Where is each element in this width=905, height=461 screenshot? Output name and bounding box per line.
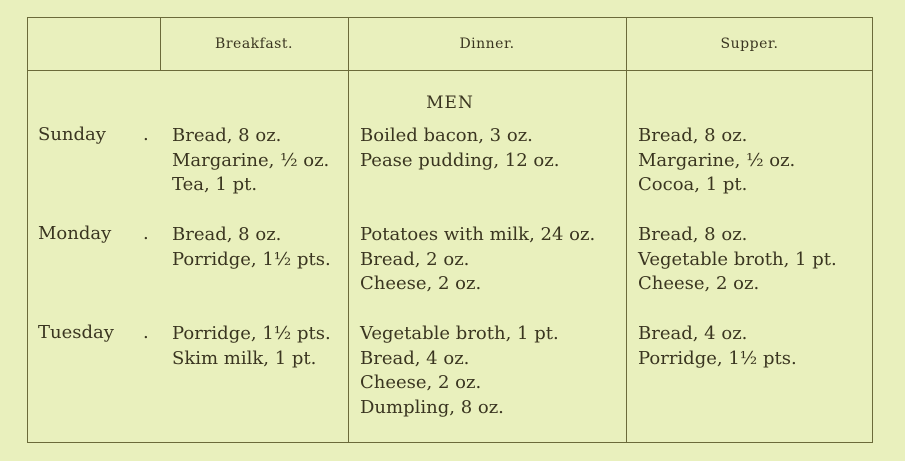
day-label-sunday	[38, 124, 153, 145]
cell-sunday-breakfast	[172, 124, 329, 198]
cell-sunday-dinner	[360, 124, 559, 173]
column-header-supper: Supper.	[720, 36, 779, 52]
section-title: MEN	[426, 93, 474, 113]
menu-item: Bread, 2 oz.	[360, 248, 470, 270]
menu-item: Porridge, 1½ pts.	[638, 347, 797, 369]
leader-dot: .	[143, 322, 149, 343]
day-label-monday	[38, 223, 153, 244]
menu-item: Margarine, ½ oz.	[638, 149, 796, 171]
day-label-tuesday	[38, 322, 153, 343]
menu-item: Bread, 8 oz.	[638, 224, 748, 245]
cell-tuesday-supper	[638, 322, 797, 371]
leader-dot: .	[143, 223, 149, 244]
column-header-breakfast: Breakfast.	[215, 36, 293, 52]
cell-tuesday-breakfast	[172, 322, 331, 371]
menu-item: Porridge, 1½ pts.	[172, 323, 331, 344]
menu-item: Cocoa, 1 pt.	[638, 174, 748, 195]
column-divider-breakfast	[348, 17, 349, 443]
day-name: Sunday	[38, 124, 106, 145]
menu-item: Bread, 8 oz.	[638, 125, 748, 146]
day-name: Monday	[38, 223, 112, 244]
menu-item: Cheese, 2 oz.	[638, 273, 760, 294]
menu-item: Pease pudding, 12 oz.	[360, 149, 560, 171]
menu-item: Margarine, ½ oz.	[172, 149, 330, 171]
menu-item: Tea, 1 pt.	[172, 174, 258, 195]
menu-item: Boiled bacon, 3 oz.	[360, 125, 533, 146]
column-header-dinner: Dinner.	[459, 36, 515, 52]
menu-item: Porridge, 1½ pts.	[172, 248, 331, 270]
day-name: Tuesday	[38, 322, 114, 343]
menu-item: Bread, 4 oz.	[638, 323, 748, 344]
leader-dot: .	[143, 124, 149, 145]
cell-sunday-supper	[638, 124, 795, 198]
menu-item: Dumpling, 8 oz.	[360, 396, 504, 418]
menu-item: Potatoes with milk, 24 oz.	[360, 224, 596, 245]
cell-monday-dinner	[360, 223, 595, 297]
column-divider-dinner	[626, 17, 627, 443]
header-divider	[27, 70, 873, 71]
menu-item: Cheese, 2 oz.	[360, 273, 482, 294]
menu-item: Cheese, 2 oz.	[360, 372, 482, 393]
menu-item: Bread, 8 oz.	[172, 224, 282, 245]
menu-item: Bread, 4 oz.	[360, 347, 470, 369]
cell-monday-breakfast	[172, 223, 331, 272]
menu-item: Vegetable broth, 1 pt.	[360, 323, 559, 344]
menu-item: Vegetable broth, 1 pt.	[638, 248, 837, 270]
menu-item: Bread, 8 oz.	[172, 125, 282, 146]
menu-item: Skim milk, 1 pt.	[172, 347, 317, 369]
cell-monday-supper	[638, 223, 837, 297]
cell-tuesday-dinner	[360, 322, 559, 420]
